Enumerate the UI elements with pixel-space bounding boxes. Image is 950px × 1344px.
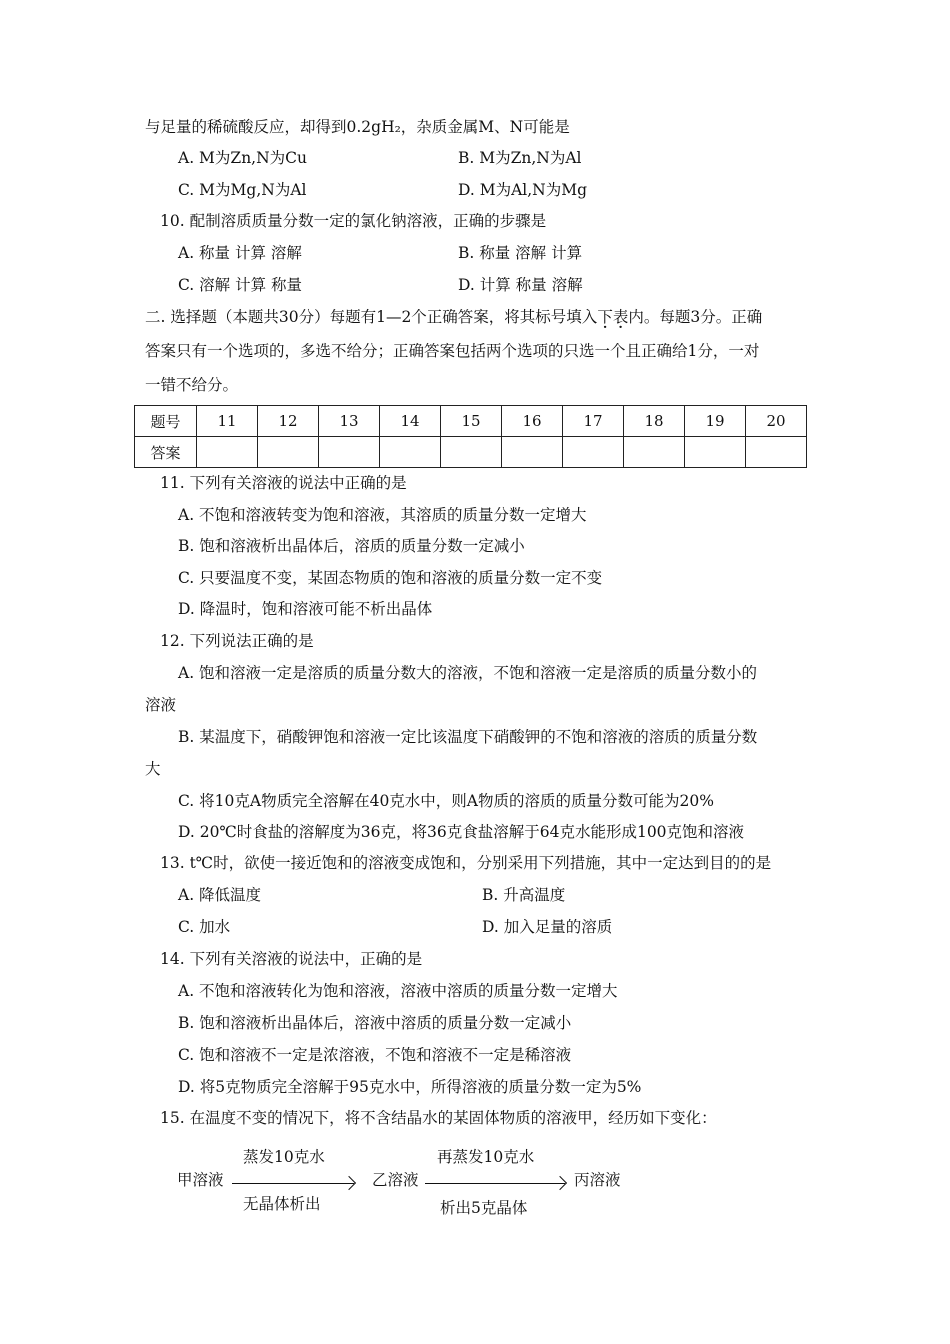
step1-condition-top: 蒸发10克水 xyxy=(243,1148,325,1166)
answer-table-answer-row xyxy=(135,437,807,468)
q13-option-d: D. 加入足量的溶质 xyxy=(482,918,613,936)
question-number-cell: 14 xyxy=(380,406,441,437)
section2-instructions-line2: 答案只有一个选项的，多选不给分；正确答案包括两个选项的只选一个且正确给1分，一对 xyxy=(145,342,760,360)
q14-option-b: B. 饱和溶液析出晶体后，溶液中溶质的质量分数一定减小 xyxy=(178,1014,572,1032)
question-number-cell: 12 xyxy=(258,406,319,437)
q12-option-b-line1: B. 某温度下，硝酸钾饱和溶液一定比该温度下硝酸钾的不饱和溶液的溶质的质量分数 xyxy=(178,728,758,746)
answer-cell[interactable] xyxy=(441,437,502,468)
answer-cell[interactable] xyxy=(746,437,807,468)
step2-arrowhead xyxy=(553,1176,567,1190)
step1-arrow xyxy=(232,1183,354,1184)
q11-stem: 11. 下列有关溶液的说法中正确的是 xyxy=(160,474,407,492)
q12-option-b-line2: 大 xyxy=(145,760,161,778)
question-number-cell: 19 xyxy=(685,406,746,437)
answer-cell[interactable] xyxy=(258,437,319,468)
q13-option-a: A. 降低温度 xyxy=(178,886,262,904)
q14-option-d: D. 将5克物质完全溶解于95克水中，所得溶液的质量分数一定为5% xyxy=(178,1078,642,1096)
q14-option-c: C. 饱和溶液不一定是浓溶液，不饱和溶液不一定是稀溶液 xyxy=(178,1046,572,1064)
question-number-cell: 16 xyxy=(502,406,563,437)
step2-condition-top: 再蒸发10克水 xyxy=(437,1148,535,1166)
step2-condition-bottom: 析出5克晶体 xyxy=(440,1199,528,1217)
answer-cell[interactable] xyxy=(319,437,380,468)
q13-option-c: C. 加水 xyxy=(178,918,231,936)
q9-option-d: D. M为Al,N为Mg xyxy=(458,181,588,199)
q9-option-c: C. M为Mg,N为Al xyxy=(178,181,307,199)
q11-option-d: D. 降温时，饱和溶液可能不析出晶体 xyxy=(178,600,433,618)
answer-table-header-row xyxy=(135,406,807,437)
solution-bing: 丙溶液 xyxy=(574,1171,621,1189)
answer-table xyxy=(134,405,807,468)
q10-option-b: B. 称量 溶解 计算 xyxy=(458,244,583,262)
q14-option-a: A. 不饱和溶液转化为饱和溶液，溶液中溶质的质量分数一定增大 xyxy=(178,982,618,1000)
question-number-cell: 13 xyxy=(319,406,380,437)
q13-stem: 13. t℃时，欲使一接近饱和的溶液变成饱和，分别采用下列措施，其中一定达到目的的是 xyxy=(160,854,772,872)
answer-cell[interactable] xyxy=(197,437,258,468)
q12-option-c: C. 将10克A物质完全溶解在40克水中，则A物质的溶质的质量分数可能为20% xyxy=(178,792,714,810)
q15-stem: 15. 在温度不变的情况下，将不含结晶水的某固体物质的溶液甲，经历如下变化： xyxy=(160,1109,717,1127)
q9-option-b: B. M为Zn,N为Al xyxy=(458,149,582,167)
question-number-cell: 11 xyxy=(197,406,258,437)
q10-stem: 10. 配制溶质质量分数一定的氯化钠溶液，正确的步骤是 xyxy=(160,212,547,230)
q14-stem: 14. 下列有关溶液的说法中，正确的是 xyxy=(160,950,423,968)
emphasis-dot-char: 下 xyxy=(597,308,613,326)
q12-option-d: D. 20℃时食盐的溶解度为36克，将36克食盐溶解于64克水能形成100克饱和溶液 xyxy=(178,823,745,841)
q12-option-a-line1: A. 饱和溶液一定是溶质的质量分数大的溶液，不饱和溶液一定是溶质的质量分数小的 xyxy=(178,664,758,682)
q11-option-c: C. 只要温度不变，某固态物质的饱和溶液的质量分数一定不变 xyxy=(178,569,603,587)
question-number-cell: 20 xyxy=(746,406,807,437)
answer-cell[interactable] xyxy=(685,437,746,468)
q11-option-b: B. 饱和溶液析出晶体后，溶质的质量分数一定减小 xyxy=(178,537,525,555)
q12-option-a-line2: 溶液 xyxy=(145,696,177,714)
q10-option-c: C. 溶解 计算 称量 xyxy=(178,276,303,294)
emphasis-dot-char: 表 xyxy=(612,308,629,326)
answer-label-cell: 答案 xyxy=(135,437,197,468)
q11-option-a: A. 不饱和溶液转变为饱和溶液，其溶质的质量分数一定增大 xyxy=(178,506,587,524)
answer-cell[interactable] xyxy=(380,437,441,468)
section2-instructions-line3: 一错不给分。 xyxy=(145,376,239,394)
solution-jia: 甲溶液 xyxy=(177,1171,224,1189)
section2-instructions-line1: 二. 选择题（本题共30分）每题有1—2个正确答案，将其标号填入下表内。每题3分。正确 xyxy=(145,308,763,326)
q9-stem-tail: 与足量的稀硫酸反应，却得到0.2gH₂，杂质金属M、N可能是 xyxy=(145,118,570,136)
answer-cell[interactable] xyxy=(624,437,685,468)
answer-cell[interactable] xyxy=(502,437,563,468)
q10-option-a: A. 称量 计算 溶解 xyxy=(178,244,302,262)
q12-stem: 12. 下列说法正确的是 xyxy=(160,632,314,650)
q10-option-d: D. 计算 称量 溶解 xyxy=(458,276,583,294)
q9-option-a: A. M为Zn,N为Cu xyxy=(178,149,308,167)
question-number-cell: 15 xyxy=(441,406,502,437)
question-number-cell: 17 xyxy=(563,406,624,437)
step1-arrowhead xyxy=(342,1176,356,1190)
header-label-cell: 题号 xyxy=(135,406,197,437)
q13-option-b: B. 升高温度 xyxy=(482,886,566,904)
step2-arrow xyxy=(425,1183,565,1184)
answer-cell[interactable] xyxy=(563,437,624,468)
solution-yi: 乙溶液 xyxy=(372,1171,419,1189)
step1-condition-bottom: 无晶体析出 xyxy=(243,1195,321,1213)
question-number-cell: 18 xyxy=(624,406,685,437)
